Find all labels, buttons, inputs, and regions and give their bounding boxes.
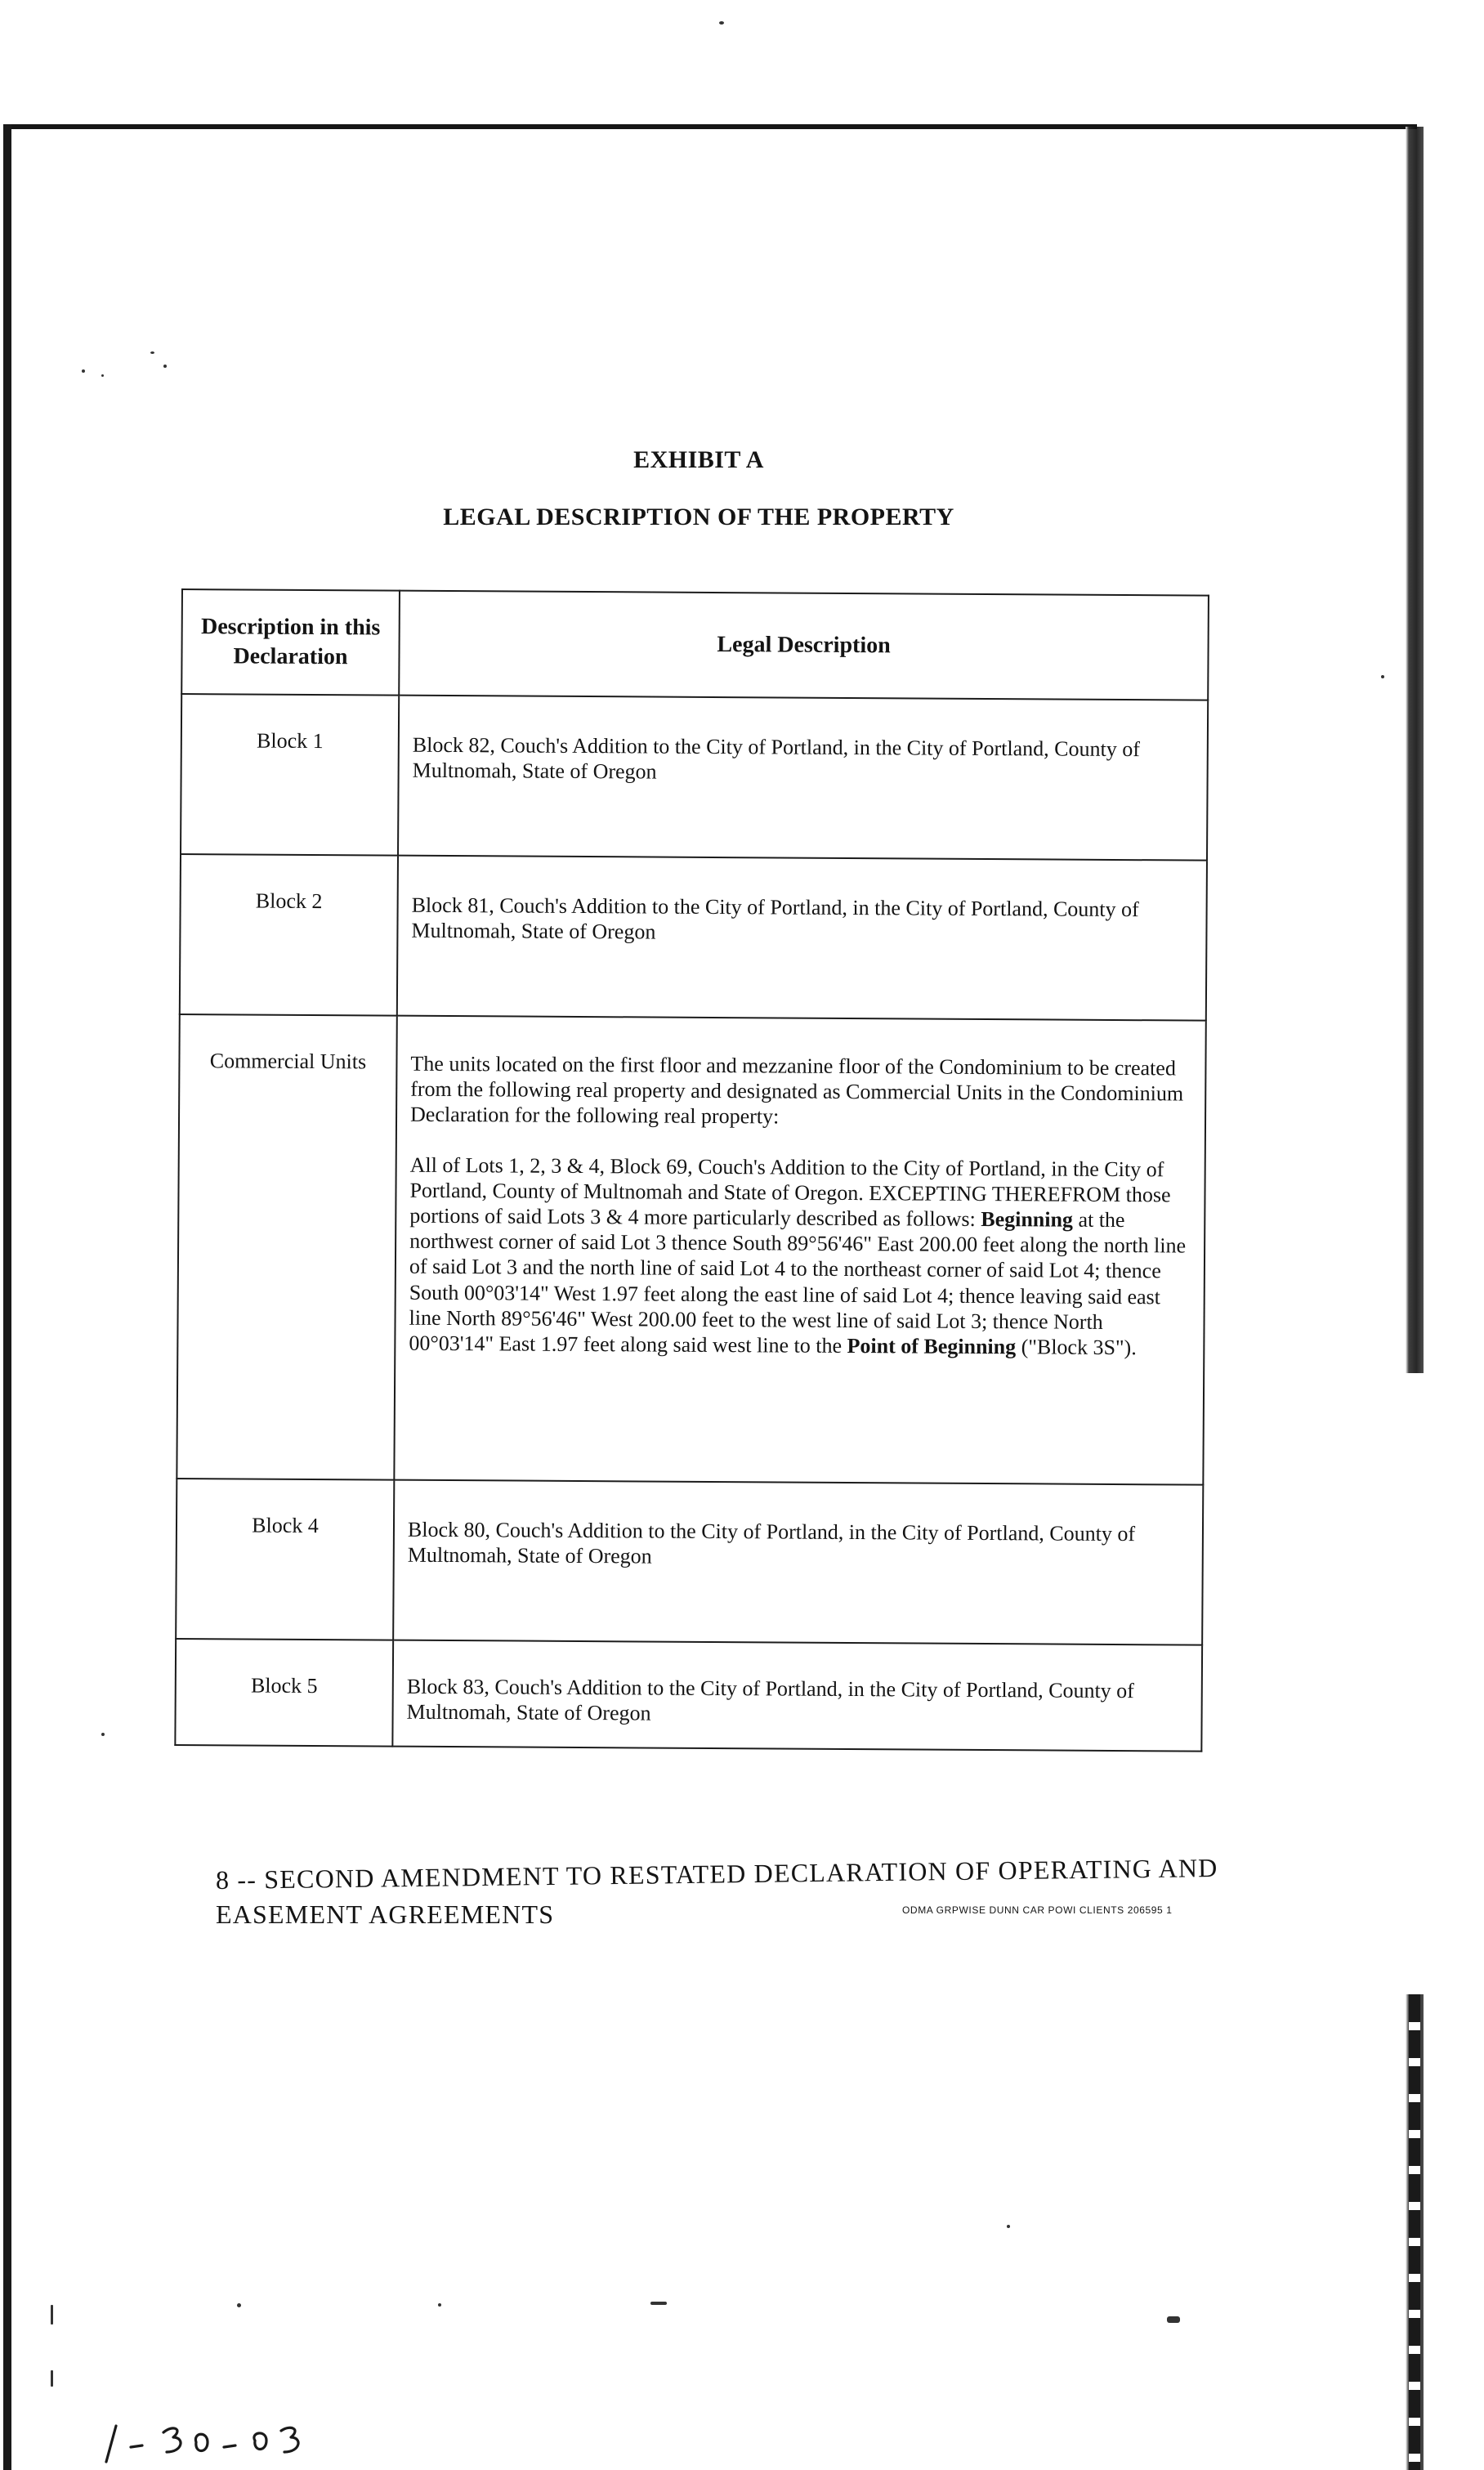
- footer-document-title: 8 -- SECOND AMENDMENT TO RESTATED DECLARATION OF OPERATING AND: [215, 1853, 1218, 1895]
- scan-speck: [101, 374, 104, 377]
- footer-document-title-continued: EASEMENT AGREEMENTS: [216, 1899, 555, 1929]
- table-row: [177, 1014, 1205, 1485]
- scan-speck: [1381, 675, 1384, 678]
- scan-speck: [719, 21, 724, 25]
- row-legal-text: Block 82, Couch's Addition to the City of Portland, in the City of Portland, County of Multnomah, State of Oregon: [398, 696, 1208, 861]
- row-legal-text: Block 81, Couch's Addition to the City of Portland, in the City of Portland, County of Multnomah, State of Oregon: [397, 856, 1207, 1021]
- scan-speck: [150, 351, 154, 354]
- scan-speck: [51, 2370, 53, 2387]
- legal-description-table: [174, 588, 1209, 1752]
- row-label: Block 2: [180, 854, 398, 1016]
- row-legal-text: Block 80, Couch's Addition to the City of Portland, in the City of Portland, County of Multnomah, State of Oregon: [393, 1480, 1203, 1645]
- scan-speck: [163, 365, 167, 368]
- footer-document-code: ODMA GRPWISE DUNN CAR POWI CLIENTS 206595 1: [902, 1904, 1173, 1916]
- scan-speck: [101, 1733, 105, 1736]
- scan-speck: [1007, 2225, 1010, 2228]
- page-border-left: [3, 124, 11, 2470]
- scan-speck: [438, 2303, 441, 2307]
- commercial-units-paragraph-2: [409, 1152, 1190, 1360]
- page-border-gap: [1402, 1373, 1427, 1994]
- row-label: Commercial Units: [177, 1014, 396, 1480]
- commercial-units-paragraph-1: The units located on the first floor and mezzanine floor of the Condominium to be created from the following real property and designated as Commercial Units in the Condominium Declaration for the following real property:: [409, 1051, 1184, 1129]
- exhibit-subtitle: LEGAL DESCRIPTION OF THE PROPERTY: [443, 503, 954, 530]
- table-row: [176, 1479, 1203, 1645]
- exhibit-title: EXHIBIT A: [633, 446, 764, 473]
- scan-speck: [82, 369, 85, 373]
- row-label: Block 5: [175, 1639, 393, 1747]
- scan-speck: [51, 2305, 53, 2325]
- scan-speck: [650, 2302, 667, 2305]
- scan-speck: [1167, 2316, 1180, 2323]
- page-border-right-broken: [1409, 1994, 1420, 2470]
- row-legal-text: [394, 1016, 1205, 1485]
- scan-speck: [237, 2303, 241, 2307]
- row-legal-text: Block 83, Couch's Addition to the City of Portland, in the City of Portland, County of Multnomah, State of Oregon: [392, 1640, 1202, 1752]
- table-row: [181, 694, 1208, 861]
- page-border-top: [3, 124, 1417, 129]
- handwritten-date-signature: [92, 2411, 320, 2468]
- legal-text-segment: ("Block 3S").: [1016, 1335, 1137, 1360]
- table-header-row: [181, 589, 1209, 700]
- row-label: Block 1: [181, 694, 399, 856]
- beginning-term: Beginning: [981, 1206, 1074, 1232]
- legal-text-segment: at the northwest corner of said Lot 3 thence South 89°56'46" East 200.00 feet along the north line of said Lot 3 and the north line of said Lot 4 to the northeast corner of said Lot 4; thence South 00°03'14" West 1.97 feet along the east line of said Lot 4; thence leaving said east line North 89°56'46" West 200.00 feet to the west line of said Lot 3; thence North 00°03'14" East 1.97 feet along said west line to the: [409, 1207, 1187, 1358]
- column-header-description: Description in this Declaration: [181, 589, 400, 696]
- column-header-legal-description: Legal Description: [399, 591, 1209, 700]
- table-row: [175, 1639, 1202, 1752]
- table-row: [180, 854, 1207, 1021]
- point-of-beginning-term: Point of Beginning: [847, 1333, 1017, 1359]
- legal-text-segment: All of Lots 1, 2, 3 & 4, Block 69, Couch's Addition to the City of Portland, in the City of Portland, County of Multnomah and State of Oregon. EXCEPTING THEREFROM those portions of said Lots 3 & 4 more particularly described as follows:: [409, 1152, 1171, 1231]
- row-label: Block 4: [176, 1479, 394, 1640]
